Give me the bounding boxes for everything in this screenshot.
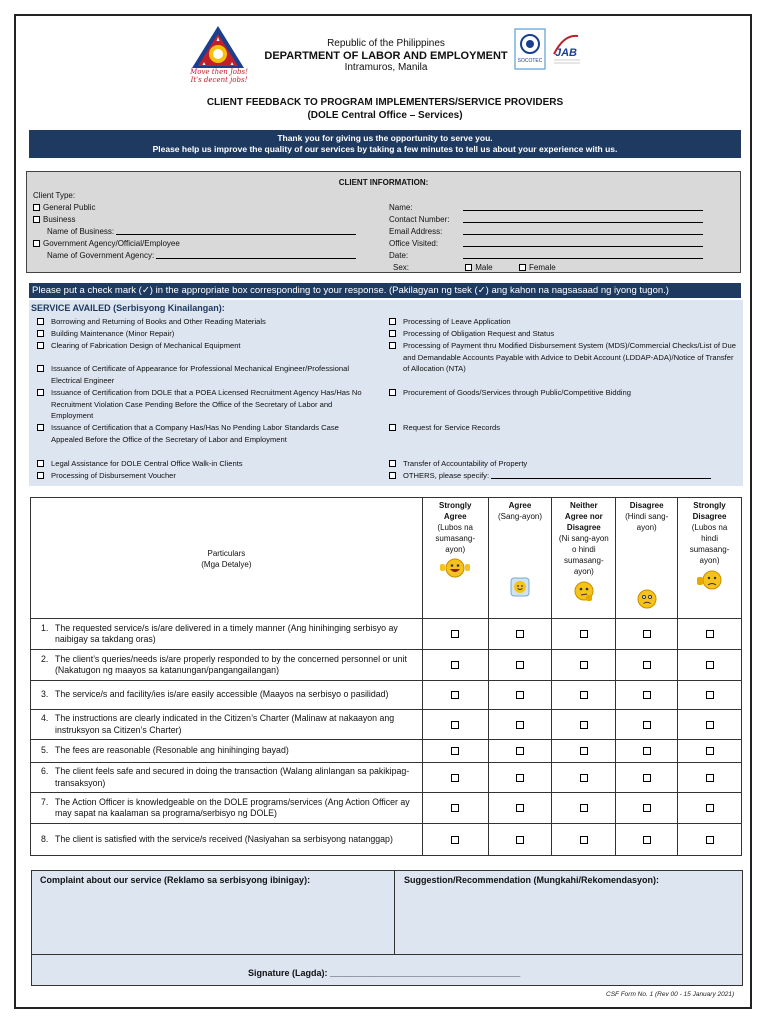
checkbox[interactable]	[451, 774, 459, 782]
service-option[interactable]: Procurement of Goods/Services through Public/Competitive Bidding	[389, 387, 739, 399]
suggestion-label: Suggestion/Recommendation (Mungkahi/Rekomendasyon):	[404, 875, 660, 885]
checkbox[interactable]	[643, 804, 651, 812]
service-option-others[interactable]: OTHERS, please specify:	[389, 470, 739, 482]
table-row	[31, 793, 742, 824]
scale-strongly-disagree: Strongly Disagree (Lubos na hindi sumasang-ayon)	[678, 498, 742, 619]
checkbox[interactable]	[37, 460, 44, 467]
question-cell: 8. The client is satisfied with the service/s received (Nasiyahan sa serbisyong natanggap)	[31, 824, 423, 856]
rating-cell[interactable]	[678, 710, 742, 740]
very-sad-emoji-icon	[695, 568, 725, 592]
checkbox[interactable]	[389, 424, 396, 431]
business-option[interactable]: Business	[33, 214, 75, 225]
rating-cell[interactable]	[678, 824, 742, 856]
dole-logo	[186, 24, 250, 96]
rating-cell[interactable]	[488, 619, 552, 650]
sad-emoji-icon	[635, 587, 659, 611]
date-field[interactable]: Date:	[389, 250, 703, 261]
question-cell: 1. The requested service/s is/are delivered in a timely manner (Ang hinihinging serbisyo ay naibigay sa takdang oras)	[31, 619, 423, 650]
rating-cell[interactable]	[678, 650, 742, 681]
rating-cell[interactable]	[552, 793, 616, 824]
client-information-section	[26, 171, 741, 273]
checkbox[interactable]	[706, 747, 714, 755]
service-option[interactable]: Issuance of Certification from DOLE that a POEA Licensed Recruitment Agency Has/Has No Recruitment Violation Case Pending Before the Office of the Secretary of Labor and Employment	[37, 387, 367, 422]
rating-cell[interactable]	[488, 650, 552, 681]
checkbox[interactable]	[389, 460, 396, 467]
checkbox[interactable]	[643, 691, 651, 699]
rating-cell[interactable]	[616, 740, 678, 763]
client-info-title: CLIENT INFORMATION:	[338, 178, 429, 187]
rating-cell[interactable]	[678, 740, 742, 763]
checkbox[interactable]	[516, 804, 524, 812]
male-option[interactable]: Male	[465, 263, 492, 272]
checkbox[interactable]	[389, 389, 396, 396]
table-row	[31, 681, 742, 710]
checkbox[interactable]	[37, 342, 44, 349]
rating-cell[interactable]	[616, 619, 678, 650]
checkbox[interactable]	[451, 691, 459, 699]
checkbox[interactable]	[580, 691, 588, 699]
checkbox[interactable]	[580, 804, 588, 812]
checkbox[interactable]	[33, 204, 40, 211]
checkbox[interactable]	[643, 747, 651, 755]
signature-field[interactable]: Signature (Lagda): ______________________________________	[248, 968, 521, 978]
complaint-label: Complaint about our service (Reklamo sa serbisyong ibinigay):	[40, 875, 311, 885]
rating-cell[interactable]	[422, 710, 488, 740]
checkbox[interactable]	[451, 630, 459, 638]
government-option[interactable]: Government Agency/Official/Employee	[33, 238, 180, 249]
checkbox[interactable]	[706, 774, 714, 782]
happy-emoji-icon	[508, 576, 532, 598]
checkbox[interactable]	[516, 721, 524, 729]
rating-cell[interactable]	[488, 681, 552, 710]
rating-cell[interactable]	[552, 824, 616, 856]
checkbox[interactable]	[580, 836, 588, 844]
checkbox[interactable]	[465, 264, 472, 271]
checkbox[interactable]	[451, 661, 459, 669]
checkbox[interactable]	[37, 424, 44, 431]
checkbox[interactable]	[519, 264, 526, 271]
checkbox[interactable]	[643, 721, 651, 729]
checkbox[interactable]	[643, 774, 651, 782]
service-option[interactable]: Issuance of Certification that a Company Has/Has No Pending Labor Standards Case Appealed Before the Office of the Secretary of Labor and Employment	[37, 422, 367, 445]
checkbox[interactable]	[580, 630, 588, 638]
location-label: Intramuros, Manila	[344, 62, 428, 73]
checkbox[interactable]	[37, 318, 44, 325]
table-row	[31, 619, 742, 650]
checkbox[interactable]	[706, 721, 714, 729]
certification-logos	[514, 28, 584, 72]
name-field[interactable]: Name:	[389, 202, 703, 213]
office-visited-field[interactable]: Office Visited:	[389, 238, 703, 249]
table-row	[31, 763, 742, 793]
dole-logo-tagline: Move then Jobs! It's decent jobs!	[190, 68, 248, 84]
rating-cell[interactable]	[488, 710, 552, 740]
checkbox[interactable]	[706, 836, 714, 844]
table-row	[31, 710, 742, 740]
agency-header	[256, 38, 516, 74]
rating-cell[interactable]	[552, 619, 616, 650]
question-cell: 2. The client’s queries/needs is/are properly responded to by the concerned personnel or unit (Nakatugon ng maayos sa katanungan/pangangailangan)	[31, 650, 423, 681]
checkbox[interactable]	[706, 661, 714, 669]
general-public-option[interactable]: General Public	[33, 202, 95, 213]
rating-cell[interactable]	[678, 763, 742, 793]
service-option[interactable]: Request for Service Records	[389, 422, 739, 434]
form-footer: CSF Form No. 1 (Rev 00 - 15 January 2021)	[606, 991, 735, 998]
service-option[interactable]: Issuance of Certificate of Appearance for Professional Mechanical Engineer/Professional Electrical Engineer	[37, 363, 357, 386]
checkbox[interactable]	[580, 747, 588, 755]
contact-number-field[interactable]: Contact Number:	[389, 214, 703, 225]
rating-cell[interactable]	[422, 619, 488, 650]
service-option[interactable]: Processing of Leave Application	[389, 316, 739, 328]
checkbox[interactable]	[33, 240, 40, 247]
rating-cell[interactable]	[422, 824, 488, 856]
rating-cell[interactable]	[422, 763, 488, 793]
divider	[394, 871, 395, 954]
checkbox[interactable]	[389, 342, 396, 349]
checkbox[interactable]	[516, 630, 524, 638]
rating-cell[interactable]	[616, 681, 678, 710]
scale-strongly-agree: Strongly Agree (Lubos na sumasang-ayon)	[422, 498, 488, 619]
checkbox[interactable]	[451, 804, 459, 812]
scale-neither: Neither Agree nor Disagree (Ni sang-ayon o hindi sumasang-ayon)	[552, 498, 616, 619]
checkbox[interactable]	[516, 661, 524, 669]
rating-cell[interactable]	[488, 793, 552, 824]
rating-cell[interactable]	[616, 763, 678, 793]
checkbox[interactable]	[706, 804, 714, 812]
rating-cell[interactable]	[678, 793, 742, 824]
rating-table	[30, 497, 742, 856]
rating-cell[interactable]	[422, 681, 488, 710]
service-option[interactable]: Processing of Obligation Request and Status	[389, 328, 739, 340]
table-row	[31, 740, 742, 763]
checkbox[interactable]	[37, 330, 44, 337]
checkbox[interactable]	[516, 747, 524, 755]
checkbox[interactable]	[389, 318, 396, 325]
scale-disagree: Disagree (Hindi sang-ayon)	[616, 498, 678, 619]
checkbox[interactable]	[643, 661, 651, 669]
rating-cell[interactable]	[616, 793, 678, 824]
rating-cell[interactable]	[678, 681, 742, 710]
checkbox[interactable]	[516, 836, 524, 844]
rating-cell[interactable]	[616, 710, 678, 740]
rating-cell[interactable]	[552, 710, 616, 740]
rating-cell[interactable]	[552, 681, 616, 710]
check-instruction-bar: Please put a check mark (✓) in the appropriate box corresponding to your response. (Pakilagyan ng tsek (✓) ang kahon na nagsasaad ng iyong tugon.)	[29, 283, 741, 298]
service-option[interactable]: Borrowing and Returning of Books and Other Reading Materials	[37, 316, 357, 328]
form-title: CLIENT FEEDBACK TO PROGRAM IMPLEMENTERS/SERVICE PROVIDERS (DOLE Central Office – Services)	[206, 97, 564, 121]
checkbox[interactable]	[706, 630, 714, 638]
checkbox[interactable]	[37, 389, 44, 396]
business-name-field[interactable]: Name of Business:	[47, 226, 356, 237]
email-field[interactable]: Email Address:	[389, 226, 703, 237]
rating-header-row	[31, 498, 742, 619]
socotec-text: SOCOTEC	[517, 58, 543, 64]
rating-cell[interactable]	[488, 740, 552, 763]
checkbox[interactable]	[451, 721, 459, 729]
department-name: DEPARTMENT OF LABOR AND EMPLOYMENT	[264, 50, 508, 62]
female-option[interactable]: Female	[519, 263, 556, 272]
rating-cell[interactable]	[422, 793, 488, 824]
checkbox[interactable]	[37, 472, 44, 479]
rating-cell[interactable]	[616, 650, 678, 681]
checkbox[interactable]	[389, 330, 396, 337]
comments-section	[31, 870, 743, 986]
service-availed-title: SERVICE AVAILED (Serbisyong Kinailangan):	[31, 303, 225, 313]
rating-cell[interactable]	[552, 650, 616, 681]
very-happy-emoji-icon	[440, 557, 470, 579]
rating-cell[interactable]	[488, 824, 552, 856]
table-row	[31, 650, 742, 681]
table-row	[31, 824, 742, 856]
service-option[interactable]: Processing of Payment thru Modified Disbursement System (MDS)/Commercial Checks/List of Due and Demandable Accounts Payable with Advice to Debit Account (LDDAP-ADA)/Notice of Transfer of Allocation (NTA)	[389, 340, 739, 375]
service-option[interactable]: Legal Assistance for DOLE Central Office Walk-in Clients	[37, 458, 367, 470]
jab-text: JAB	[554, 47, 578, 59]
service-availed-section	[29, 300, 743, 486]
checkbox[interactable]	[516, 774, 524, 782]
checkbox[interactable]	[389, 472, 396, 479]
question-cell: 6. The client feels safe and secured in doing the transaction (Walang alinlangan sa pakikipag-transaksyon)	[31, 763, 423, 793]
republic-label: Republic of the Philippines	[327, 38, 445, 49]
checkbox[interactable]	[580, 721, 588, 729]
checkbox[interactable]	[706, 691, 714, 699]
checkbox[interactable]	[580, 661, 588, 669]
feedback-form-page	[14, 14, 752, 1009]
service-option[interactable]: Clearing of Fabrication Design of Mechanical Equipment	[37, 340, 357, 352]
checkbox[interactable]	[643, 836, 651, 844]
rating-cell[interactable]	[678, 619, 742, 650]
rating-cell[interactable]	[422, 650, 488, 681]
rating-cell[interactable]	[552, 763, 616, 793]
sex-field: Sex: Male Female	[393, 263, 556, 272]
service-option[interactable]: Building Maintenance (Minor Repair)	[37, 328, 357, 340]
service-option[interactable]: Transfer of Accountability of Property	[389, 458, 739, 470]
checkbox[interactable]	[643, 630, 651, 638]
checkbox[interactable]	[33, 216, 40, 223]
checkbox[interactable]	[580, 774, 588, 782]
rating-cell[interactable]	[488, 763, 552, 793]
question-cell: 3. The service/s and facility/ies is/are easily accessible (Maayos na serbisyo o pasilidad)	[31, 681, 423, 710]
question-cell: 4. The instructions are clearly indicated in the Citizen’s Charter (Malinaw at nakaayon ang instruksyon sa Citizen’s Charter)	[31, 710, 423, 740]
checkbox[interactable]	[516, 691, 524, 699]
rating-cell[interactable]	[616, 824, 678, 856]
client-type-label: Client Type:	[33, 191, 76, 200]
thinking-emoji-icon	[571, 579, 597, 603]
question-cell: 5. The fees are reasonable (Resonable ang hinihinging bayad)	[31, 740, 423, 763]
service-option[interactable]: Processing of Disbursement Voucher	[37, 470, 367, 482]
rating-cell[interactable]	[422, 740, 488, 763]
government-name-field[interactable]: Name of Government Agency:	[47, 250, 356, 261]
thank-you-banner: Thank you for giving us the opportunity to serve you. Please help us improve the quality of our services by taking a few minutes to tell us about your experience with us.	[29, 130, 741, 158]
checkbox[interactable]	[451, 747, 459, 755]
question-cell: 7. The Action Officer is knowledgeable on the DOLE programs/services (Ang Action Officer ay may sapat na kaalaman sa programa/serbisyo ng DOLE)	[31, 793, 423, 824]
checkbox[interactable]	[37, 365, 44, 372]
scale-agree: Agree (Sang-ayon)	[488, 498, 552, 619]
rating-cell[interactable]	[552, 740, 616, 763]
checkbox[interactable]	[451, 836, 459, 844]
particulars-header: Particulars (Mga Detalye)	[31, 498, 423, 619]
divider	[32, 954, 742, 955]
